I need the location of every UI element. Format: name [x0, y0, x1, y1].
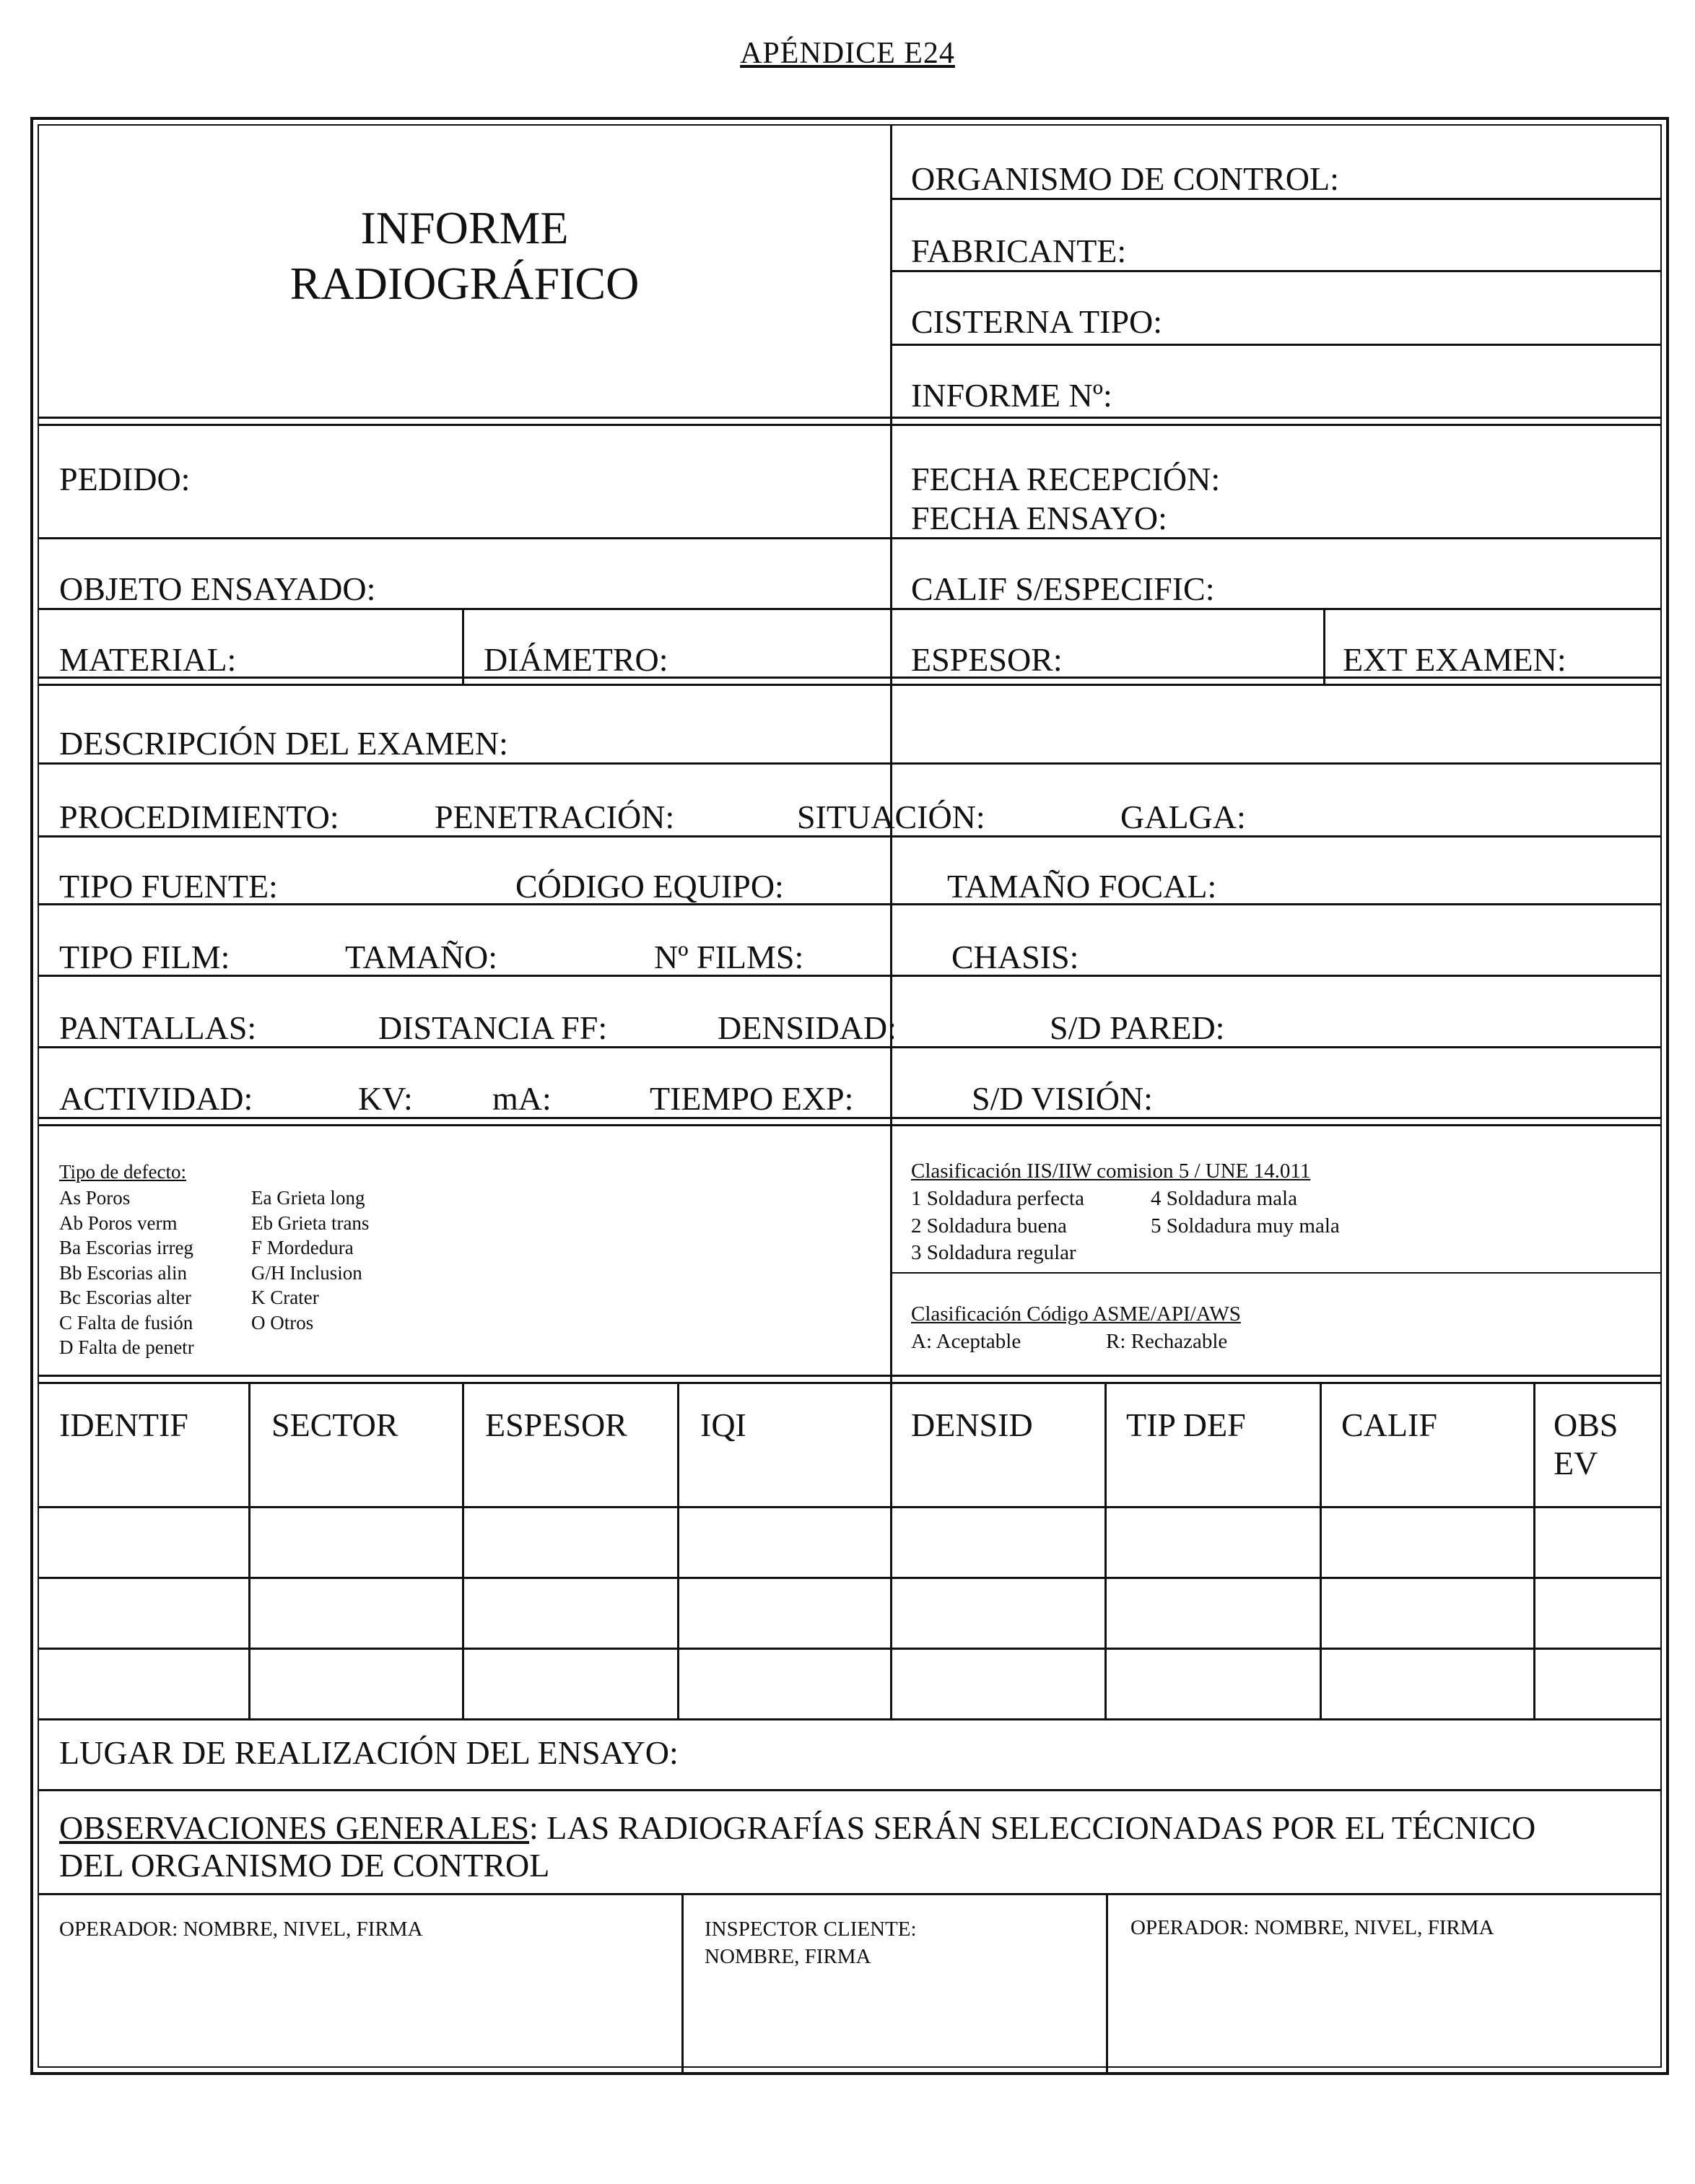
field-galga: GALGA: — [1120, 799, 1246, 835]
divider-film — [39, 975, 1660, 977]
field-diametro: DIÁMETRO: — [484, 641, 668, 678]
field-tiempo-exp: TIEMPO EXP: — [650, 1080, 854, 1117]
field-numero-films: Nº FILMS: — [654, 939, 804, 975]
table-header-calif: CALIF — [1341, 1406, 1437, 1443]
field-chasis: CHASIS: — [951, 939, 1079, 975]
classification-item: 5 Soldadura muy mala — [1151, 1214, 1340, 1237]
report-form — [30, 117, 1669, 2075]
table-header-identif: IDENTIF — [59, 1406, 188, 1443]
defect-list-col-1 — [59, 1185, 194, 1360]
table-col-4 — [890, 1382, 892, 1718]
field-fecha-ensayo: FECHA ENSAYO: — [911, 500, 1167, 536]
classification-iiw-col-2 — [1151, 1185, 1340, 1240]
divider-header-double — [39, 424, 1660, 426]
defect-item: Bc Escorias alter — [59, 1287, 191, 1309]
signature-inspector-title: INSPECTOR CLIENTE: — [705, 1918, 917, 1941]
field-sd-pared: S/D PARED: — [1050, 1009, 1225, 1046]
classification-iiw-col-1 — [911, 1185, 1084, 1267]
table-col-1 — [248, 1382, 250, 1718]
defect-item: F Mordedura — [251, 1237, 354, 1259]
table-col-2 — [462, 1382, 464, 1718]
divider-header — [39, 417, 1660, 419]
report-title — [39, 201, 890, 312]
field-ma: mA: — [492, 1080, 552, 1117]
divider-row-3 — [39, 1718, 1660, 1720]
field-penetracion: PENETRACIÓN: — [435, 799, 675, 835]
field-lugar-realizacion: LUGAR DE REALIZACIÓN DEL ENSAYO: — [59, 1734, 679, 1771]
field-situacion: SITUACIÓN: — [797, 799, 985, 835]
defect-item: Ea Grieta long — [251, 1187, 365, 1209]
field-informe-numero: INFORME Nº: — [911, 377, 1112, 414]
signature-inspector-detail: NOMBRE, FIRMA — [705, 1945, 871, 1968]
field-calif-especific: CALIF S/ESPECIFIC: — [911, 570, 1215, 607]
field-organismo: ORGANISMO DE CONTROL: — [911, 160, 1339, 197]
defect-item: Eb Grieta trans — [251, 1211, 370, 1234]
column-divider-diametro — [462, 608, 464, 684]
defect-item: K Crater — [251, 1287, 319, 1309]
divider-table-head — [39, 1506, 1660, 1508]
field-fabricante: FABRICANTE: — [911, 232, 1127, 269]
table-header-obs-ev: OBS EV — [1554, 1406, 1618, 1482]
divider-field-3 — [890, 344, 1660, 346]
divider-classification — [890, 1272, 1660, 1274]
field-tipo-fuente: TIPO FUENTE: — [59, 868, 278, 905]
field-sd-vision: S/D VISIÓN: — [972, 1080, 1153, 1117]
signature-col-1 — [681, 1893, 684, 2075]
table-header-tip-def: TIP DEF — [1126, 1406, 1246, 1443]
field-actividad: ACTIVIDAD: — [59, 1080, 253, 1117]
field-ext-examen: EXT EXAMEN: — [1343, 641, 1567, 678]
table-col-5 — [1104, 1382, 1107, 1718]
field-tamano: TAMAÑO: — [345, 939, 497, 975]
defect-item: Bb Escorias alin — [59, 1261, 187, 1284]
divider-legend — [39, 1375, 1660, 1377]
observaciones-label: OBSERVACIONES GENERALES — [59, 1809, 530, 1846]
table-header-iqi: IQI — [700, 1406, 746, 1443]
field-tipo-film: TIPO FILM: — [59, 939, 230, 975]
report-form-inner — [38, 124, 1662, 2068]
divider-observaciones — [39, 1893, 1660, 1895]
defect-item: Ba Escorias irreg — [59, 1237, 193, 1259]
signature-col-2 — [1106, 1893, 1108, 2075]
field-descripcion-examen: DESCRIPCIÓN DEL EXAMEN: — [59, 725, 508, 762]
signature-operador-right: OPERADOR: NOMBRE, NIVEL, FIRMA — [1130, 1916, 1494, 1939]
classification-aceptable: A: Aceptable — [911, 1330, 1021, 1353]
appendix-title: APÉNDICE E24 — [740, 37, 955, 70]
classification-iiw-heading: Clasificación IIS/IIW comision 5 / UNE 14.011 — [911, 1160, 1311, 1183]
column-divider-main — [890, 126, 892, 1382]
field-distancia-ff: DISTANCIA FF: — [378, 1009, 608, 1046]
defect-item: O Otros — [251, 1311, 314, 1334]
table-header-espesor: ESPESOR — [485, 1406, 627, 1443]
defect-list-col-2 — [251, 1185, 369, 1335]
field-kv: KV: — [358, 1080, 413, 1117]
divider-actividad-double — [39, 1124, 1660, 1126]
report-title-line-2: RADIOGRÁFICO — [289, 257, 640, 309]
field-objeto-ensayado: OBJETO ENSAYADO: — [59, 570, 376, 607]
field-tamano-focal: TAMAÑO FOCAL: — [947, 868, 1217, 905]
field-procedimiento: PROCEDIMIENTO: — [59, 799, 339, 835]
defect-legend-heading: Tipo de defecto: — [59, 1161, 186, 1183]
classification-item: 3 Soldadura regular — [911, 1241, 1076, 1265]
report-title-line-1: INFORME — [360, 202, 569, 253]
divider-row-2 — [39, 1648, 1660, 1650]
table-header-densid: DENSID — [911, 1406, 1033, 1443]
field-espesor: ESPESOR: — [911, 641, 1063, 678]
divider-legend-double — [39, 1382, 1660, 1384]
defect-item: Ab Poros verm — [59, 1211, 178, 1234]
classification-item: 1 Soldadura perfecta — [911, 1187, 1084, 1210]
observaciones-text-2: DEL ORGANISMO DE CONTROL — [59, 1847, 550, 1884]
classification-item: 4 Soldadura mala — [1151, 1187, 1297, 1210]
table-col-6 — [1320, 1382, 1322, 1718]
classification-rechazable: R: Rechazable — [1106, 1330, 1228, 1353]
field-densidad: DENSIDAD: — [718, 1009, 897, 1046]
divider-pedido — [39, 537, 1660, 539]
divider-lugar — [39, 1789, 1660, 1791]
table-header-sector: SECTOR — [271, 1406, 398, 1443]
divider-material-double — [39, 684, 1660, 686]
divider-row-1 — [39, 1577, 1660, 1579]
table-col-3 — [677, 1382, 679, 1718]
column-divider-ext — [1323, 608, 1325, 684]
classification-item: 2 Soldadura buena — [911, 1214, 1067, 1237]
observaciones-text-1: : LAS RADIOGRAFÍAS SERÁN SELECCIONADAS POR EL TÉCNICO — [529, 1809, 1536, 1846]
defect-item: G/H Inclusion — [251, 1261, 362, 1284]
observaciones-line-1 — [59, 1809, 1535, 1848]
table-col-7 — [1533, 1382, 1535, 1718]
field-cisterna-tipo: CISTERNA TIPO: — [911, 303, 1163, 340]
signature-operador-left: OPERADOR: NOMBRE, NIVEL, FIRMA — [59, 1918, 423, 1941]
defect-item: D Falta de penetr — [59, 1336, 194, 1359]
field-codigo-equipo: CÓDIGO EQUIPO: — [515, 868, 784, 905]
divider-fuente — [39, 903, 1660, 905]
defect-item: C Falta de fusión — [59, 1311, 193, 1334]
classification-asme-heading: Clasificación Código ASME/API/AWS — [911, 1302, 1241, 1326]
defect-item: As Poros — [59, 1187, 131, 1209]
field-material: MATERIAL: — [59, 641, 237, 678]
field-fecha-recepcion: FECHA RECEPCIÓN: — [911, 461, 1221, 497]
field-pedido: PEDIDO: — [59, 461, 191, 497]
field-pantallas: PANTALLAS: — [59, 1009, 257, 1046]
